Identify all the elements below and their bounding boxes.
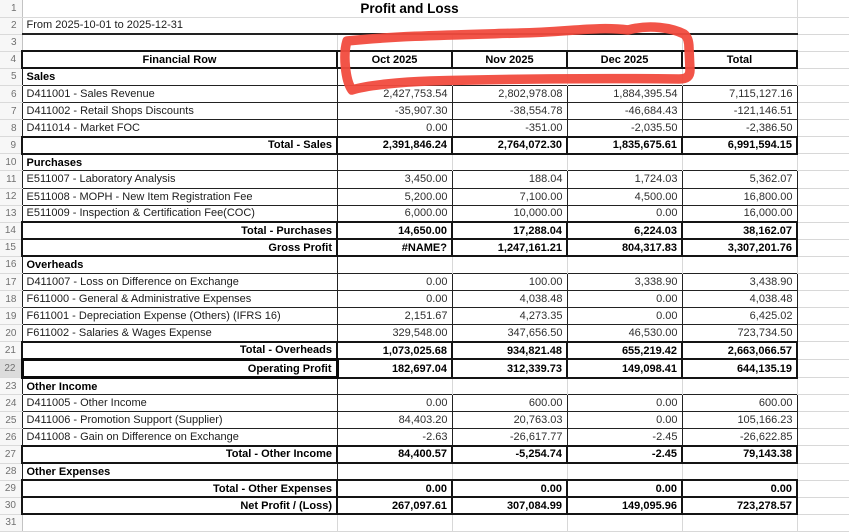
row-header-17[interactable]: 17 <box>0 274 22 291</box>
cell-oct-r17[interactable]: 0.00 <box>337 274 452 291</box>
cell-total-r25[interactable]: 105,166.23 <box>682 412 797 429</box>
cell-label-r21[interactable]: Total - Overheads <box>22 342 337 360</box>
cell-nov-r6[interactable]: 2,802,978.08 <box>452 85 567 102</box>
empty-cell[interactable] <box>682 378 797 395</box>
cell-total-r19[interactable]: 6,425.02 <box>682 308 797 325</box>
empty-cell[interactable] <box>452 256 567 273</box>
cell-oct-r21[interactable]: 1,073,025.68 <box>337 342 452 360</box>
cell-dec-r30[interactable]: 149,095.96 <box>567 497 682 514</box>
cell-nov-r21[interactable]: 934,821.48 <box>452 342 567 360</box>
row-header-20[interactable]: 20 <box>0 325 22 342</box>
cell-dec-r17[interactable]: 3,338.90 <box>567 274 682 291</box>
empty-cell[interactable] <box>797 308 849 325</box>
sheet-row-9 <box>0 137 849 154</box>
cell-dec-r15[interactable]: 804,317.83 <box>567 239 682 256</box>
row-header-29[interactable]: 29 <box>0 480 22 497</box>
row-header-25[interactable]: 25 <box>0 412 22 429</box>
sheet-row-6 <box>0 85 849 102</box>
cell-label-r9[interactable]: Total - Sales <box>22 137 337 154</box>
cell-dec-r12[interactable]: 4,500.00 <box>567 188 682 205</box>
sheet-row-21 <box>0 342 849 360</box>
cell-dec-r6[interactable]: 1,884,395.54 <box>567 85 682 102</box>
sheet-row-29 <box>0 480 849 497</box>
empty-cell[interactable] <box>797 256 849 273</box>
cell-dec-r11[interactable]: 1,724.03 <box>567 171 682 188</box>
cell-nov-r29[interactable]: 0.00 <box>452 480 567 497</box>
empty-cell[interactable] <box>797 68 849 85</box>
empty-cell[interactable] <box>797 137 849 154</box>
cell-nov-r17[interactable]: 100.00 <box>452 274 567 291</box>
sheet-row-28 <box>0 463 849 480</box>
cell-total-r17[interactable]: 3,438.90 <box>682 274 797 291</box>
row-header-16[interactable]: 16 <box>0 256 22 273</box>
sheet-row-17 <box>0 274 849 291</box>
cell-nov-r7[interactable]: -38,554.78 <box>452 103 567 120</box>
empty-cell[interactable] <box>797 17 849 34</box>
empty-cell[interactable] <box>22 514 337 531</box>
cell-nov-r13[interactable]: 10,000.00 <box>452 205 567 222</box>
sheet-row-13 <box>0 205 849 222</box>
row-header-6[interactable]: 6 <box>0 85 22 102</box>
empty-cell[interactable] <box>797 120 849 137</box>
section-label-r23[interactable]: Other Income <box>22 378 337 395</box>
empty-cell[interactable] <box>797 274 849 291</box>
cell-nov-r20[interactable]: 347,656.50 <box>452 325 567 342</box>
sheet-row-22 <box>0 359 849 377</box>
row-header-9[interactable]: 9 <box>0 137 22 154</box>
cell-dec-r19[interactable]: 0.00 <box>567 308 682 325</box>
empty-cell[interactable] <box>22 34 337 51</box>
row-header-30[interactable]: 30 <box>0 497 22 514</box>
sheet-row-3 <box>0 34 849 51</box>
empty-cell[interactable] <box>797 154 849 171</box>
report-period[interactable]: From 2025-10-01 to 2025-12-31 <box>22 17 797 34</box>
empty-cell[interactable] <box>567 463 682 480</box>
empty-cell[interactable] <box>567 34 682 51</box>
cell-dec-r24[interactable]: 0.00 <box>567 395 682 412</box>
sheet-title[interactable]: Profit and Loss <box>22 0 797 17</box>
cell-nov-r15[interactable]: 1,247,161.21 <box>452 239 567 256</box>
sheet-row-19 <box>0 308 849 325</box>
row-header-26[interactable]: 26 <box>0 429 22 446</box>
cell-total-r29[interactable]: 0.00 <box>682 480 797 497</box>
cell-label-r12[interactable]: E511008 - MOPH - New Item Registration Fee <box>22 188 337 205</box>
cell-dec-r21[interactable]: 655,219.42 <box>567 342 682 360</box>
cell-oct-r30[interactable]: 267,097.61 <box>337 497 452 514</box>
column-header-nov-2025[interactable]: Nov 2025 <box>452 51 567 68</box>
cell-oct-r26[interactable]: -2.63 <box>337 429 452 446</box>
empty-cell[interactable] <box>797 34 849 51</box>
cell-total-r9[interactable]: 6,991,594.15 <box>682 137 797 154</box>
row-header-11[interactable]: 11 <box>0 171 22 188</box>
empty-cell[interactable] <box>567 378 682 395</box>
sheet-row-5 <box>0 68 849 85</box>
empty-cell[interactable] <box>337 463 452 480</box>
cell-label-r29[interactable]: Total - Other Expenses <box>22 480 337 497</box>
cell-oct-r9[interactable]: 2,391,846.24 <box>337 137 452 154</box>
cell-total-r6[interactable]: 7,115,127.16 <box>682 85 797 102</box>
row-header-28[interactable]: 28 <box>0 463 22 480</box>
empty-cell[interactable] <box>682 68 797 85</box>
empty-cell[interactable] <box>797 51 849 68</box>
cell-oct-r11[interactable]: 3,450.00 <box>337 171 452 188</box>
cell-oct-r24[interactable]: 0.00 <box>337 395 452 412</box>
row-header-1[interactable]: 1 <box>0 0 22 17</box>
empty-cell[interactable] <box>797 463 849 480</box>
row-header-13[interactable]: 13 <box>0 205 22 222</box>
cell-nov-r26[interactable]: -26,617.77 <box>452 429 567 446</box>
row-header-14[interactable]: 14 <box>0 222 22 239</box>
row-header-19[interactable]: 19 <box>0 308 22 325</box>
cell-oct-r18[interactable]: 0.00 <box>337 291 452 308</box>
empty-cell[interactable] <box>337 34 452 51</box>
cell-label-r26[interactable]: D411008 - Gain on Difference on Exchange <box>22 429 337 446</box>
cell-oct-r22[interactable]: 182,697.04 <box>337 359 452 377</box>
cell-dec-r18[interactable]: 0.00 <box>567 291 682 308</box>
cell-label-r20[interactable]: F611002 - Salaries & Wages Expense <box>22 325 337 342</box>
cell-total-r12[interactable]: 16,800.00 <box>682 188 797 205</box>
empty-cell[interactable] <box>337 154 452 171</box>
row-header-12[interactable]: 12 <box>0 188 22 205</box>
cell-label-r6[interactable]: D411001 - Sales Revenue <box>22 85 337 102</box>
cell-total-r14[interactable]: 38,162.07 <box>682 222 797 239</box>
sheet-row-11 <box>0 171 849 188</box>
empty-cell[interactable] <box>797 222 849 239</box>
cell-label-r8[interactable]: D411014 - Market FOC <box>22 120 337 137</box>
empty-cell[interactable] <box>567 154 682 171</box>
empty-cell[interactable] <box>452 514 567 531</box>
cell-total-r26[interactable]: -26,622.85 <box>682 429 797 446</box>
sheet-row-2 <box>0 17 849 34</box>
cell-total-r24[interactable]: 600.00 <box>682 395 797 412</box>
empty-cell[interactable] <box>452 154 567 171</box>
row-header-4[interactable]: 4 <box>0 51 22 68</box>
row-header-3[interactable]: 3 <box>0 34 22 51</box>
section-label-r16[interactable]: Overheads <box>22 256 337 273</box>
empty-cell[interactable] <box>797 291 849 308</box>
cell-label-r22[interactable]: Operating Profit <box>22 359 337 377</box>
row-header-5[interactable]: 5 <box>0 68 22 85</box>
row-header-22[interactable]: 22 <box>0 359 22 377</box>
cell-label-r15[interactable]: Gross Profit <box>22 239 337 256</box>
empty-cell[interactable] <box>797 325 849 342</box>
empty-cell[interactable] <box>337 256 452 273</box>
empty-cell[interactable] <box>797 171 849 188</box>
cell-label-r30[interactable]: Net Profit / (Loss) <box>22 497 337 514</box>
cell-dec-r14[interactable]: 6,224.03 <box>567 222 682 239</box>
cell-label-r11[interactable]: E511007 - Laboratory Analysis <box>22 171 337 188</box>
section-label-r28[interactable]: Other Expenses <box>22 463 337 480</box>
row-header-27[interactable]: 27 <box>0 446 22 463</box>
section-label-r10[interactable]: Purchases <box>22 154 337 171</box>
cell-nov-r30[interactable]: 307,084.99 <box>452 497 567 514</box>
empty-cell[interactable] <box>797 395 849 412</box>
sheet-row-31 <box>0 514 849 531</box>
sheet-row-18 <box>0 291 849 308</box>
cell-nov-r14[interactable]: 17,288.04 <box>452 222 567 239</box>
empty-cell[interactable] <box>797 0 849 17</box>
cell-nov-r11[interactable]: 188.04 <box>452 171 567 188</box>
cell-total-r11[interactable]: 5,362.07 <box>682 171 797 188</box>
empty-cell[interactable] <box>567 514 682 531</box>
cell-nov-r25[interactable]: 20,763.03 <box>452 412 567 429</box>
cell-total-r22[interactable]: 644,135.19 <box>682 359 797 377</box>
empty-cell[interactable] <box>567 256 682 273</box>
cell-oct-r29[interactable]: 0.00 <box>337 480 452 497</box>
row-header-8[interactable]: 8 <box>0 120 22 137</box>
cell-total-r21[interactable]: 2,663,066.57 <box>682 342 797 360</box>
cell-oct-r19[interactable]: 2,151.67 <box>337 308 452 325</box>
cell-nov-r27[interactable]: -5,254.74 <box>452 446 567 463</box>
cell-dec-r26[interactable]: -2.45 <box>567 429 682 446</box>
empty-cell[interactable] <box>797 342 849 360</box>
cell-oct-r25[interactable]: 84,403.20 <box>337 412 452 429</box>
empty-cell[interactable] <box>797 359 849 377</box>
empty-cell[interactable] <box>452 463 567 480</box>
cell-oct-r6[interactable]: 2,427,753.54 <box>337 85 452 102</box>
empty-cell[interactable] <box>797 412 849 429</box>
column-header-total[interactable]: Total <box>682 51 797 68</box>
cell-total-r18[interactable]: 4,038.48 <box>682 291 797 308</box>
cell-label-r27[interactable]: Total - Other Income <box>22 446 337 463</box>
cell-label-r7[interactable]: D411002 - Retail Shops Discounts <box>22 103 337 120</box>
cell-dec-r8[interactable]: -2,035.50 <box>567 120 682 137</box>
section-label-r5[interactable]: Sales <box>22 68 337 85</box>
sheet-row-4 <box>0 51 849 68</box>
sheet-row-1 <box>0 0 849 17</box>
sheet-row-7 <box>0 103 849 120</box>
cell-label-r14[interactable]: Total - Purchases <box>22 222 337 239</box>
cell-dec-r13[interactable]: 0.00 <box>567 205 682 222</box>
empty-cell[interactable] <box>797 480 849 497</box>
empty-cell[interactable] <box>682 463 797 480</box>
row-header-21[interactable]: 21 <box>0 342 22 360</box>
cell-nov-r9[interactable]: 2,764,072.30 <box>452 137 567 154</box>
empty-cell[interactable] <box>797 497 849 514</box>
sheet-row-26 <box>0 429 849 446</box>
empty-cell[interactable] <box>797 85 849 102</box>
cell-total-r15[interactable]: 3,307,201.76 <box>682 239 797 256</box>
row-header-18[interactable]: 18 <box>0 291 22 308</box>
cell-total-r30[interactable]: 723,278.57 <box>682 497 797 514</box>
empty-cell[interactable] <box>797 378 849 395</box>
empty-cell[interactable] <box>797 188 849 205</box>
sheet-row-8 <box>0 120 849 137</box>
cell-nov-r12[interactable]: 7,100.00 <box>452 188 567 205</box>
row-header-23[interactable]: 23 <box>0 378 22 395</box>
row-header-7[interactable]: 7 <box>0 103 22 120</box>
empty-cell[interactable] <box>682 514 797 531</box>
cell-oct-r7[interactable]: -35,907.30 <box>337 103 452 120</box>
empty-cell[interactable] <box>682 256 797 273</box>
empty-cell[interactable] <box>452 34 567 51</box>
empty-cell[interactable] <box>337 378 452 395</box>
cell-total-r13[interactable]: 16,000.00 <box>682 205 797 222</box>
column-header-oct-2025[interactable]: Oct 2025 <box>337 51 452 68</box>
cell-dec-r20[interactable]: 46,530.00 <box>567 325 682 342</box>
empty-cell[interactable] <box>797 429 849 446</box>
cell-total-r8[interactable]: -2,386.50 <box>682 120 797 137</box>
empty-cell[interactable] <box>452 378 567 395</box>
empty-cell[interactable] <box>797 205 849 222</box>
empty-cell[interactable] <box>452 68 567 85</box>
cell-oct-r12[interactable]: 5,200.00 <box>337 188 452 205</box>
empty-cell[interactable] <box>682 154 797 171</box>
cell-dec-r29[interactable]: 0.00 <box>567 480 682 497</box>
empty-cell[interactable] <box>337 68 452 85</box>
cell-label-r18[interactable]: F611000 - General & Administrative Expenses <box>22 291 337 308</box>
row-header-10[interactable]: 10 <box>0 154 22 171</box>
sheet-row-25 <box>0 412 849 429</box>
cell-nov-r18[interactable]: 4,038.48 <box>452 291 567 308</box>
column-header-dec-2025[interactable]: Dec 2025 <box>567 51 682 68</box>
empty-cell[interactable] <box>337 514 452 531</box>
cell-oct-r13[interactable]: 6,000.00 <box>337 205 452 222</box>
cell-dec-r9[interactable]: 1,835,675.61 <box>567 137 682 154</box>
sheet-row-15 <box>0 239 849 256</box>
empty-cell[interactable] <box>682 34 797 51</box>
cell-dec-r22[interactable]: 149,098.41 <box>567 359 682 377</box>
cell-nov-r8[interactable]: -351.00 <box>452 120 567 137</box>
cell-oct-r8[interactable]: 0.00 <box>337 120 452 137</box>
sheet-row-24 <box>0 395 849 412</box>
cell-total-r20[interactable]: 723,734.50 <box>682 325 797 342</box>
sheet-row-14 <box>0 222 849 239</box>
cell-label-r25[interactable]: D411006 - Promotion Support (Supplier) <box>22 412 337 429</box>
cell-dec-r25[interactable]: 0.00 <box>567 412 682 429</box>
cell-total-r7[interactable]: -121,146.51 <box>682 103 797 120</box>
row-header-15[interactable]: 15 <box>0 239 22 256</box>
cell-oct-r20[interactable]: 329,548.00 <box>337 325 452 342</box>
cell-oct-r27[interactable]: 84,400.57 <box>337 446 452 463</box>
cell-total-r27[interactable]: 79,143.38 <box>682 446 797 463</box>
cell-dec-r7[interactable]: -46,684.43 <box>567 103 682 120</box>
empty-cell[interactable] <box>797 239 849 256</box>
empty-cell[interactable] <box>797 514 849 531</box>
sheet-row-16 <box>0 256 849 273</box>
cell-oct-r15[interactable]: #NAME? <box>337 239 452 256</box>
sheet-row-12 <box>0 188 849 205</box>
empty-cell[interactable] <box>797 103 849 120</box>
sheet-row-27 <box>0 446 849 463</box>
cell-dec-r27[interactable]: -2.45 <box>567 446 682 463</box>
cell-nov-r19[interactable]: 4,273.35 <box>452 308 567 325</box>
cell-oct-r14[interactable]: 14,650.00 <box>337 222 452 239</box>
row-header-31[interactable]: 31 <box>0 514 22 531</box>
cell-label-r19[interactable]: F611001 - Depreciation Expense (Others) (IFRS 16) <box>22 308 337 325</box>
cell-nov-r24[interactable]: 600.00 <box>452 395 567 412</box>
sheet-row-10 <box>0 154 849 171</box>
empty-cell[interactable] <box>797 446 849 463</box>
empty-cell[interactable] <box>567 68 682 85</box>
column-header-financial-row[interactable]: Financial Row <box>22 51 337 68</box>
sheet-row-23 <box>0 378 849 395</box>
cell-nov-r22[interactable]: 312,339.73 <box>452 359 567 377</box>
cell-label-r24[interactable]: D411005 - Other Income <box>22 395 337 412</box>
cell-label-r13[interactable]: E511009 - Inspection & Certification Fee(COC) <box>22 205 337 222</box>
sheet-row-20 <box>0 325 849 342</box>
row-header-2[interactable]: 2 <box>0 17 22 34</box>
cell-label-r17[interactable]: D411007 - Loss on Difference on Exchange <box>22 274 337 291</box>
sheet-row-30 <box>0 497 849 514</box>
row-header-24[interactable]: 24 <box>0 395 22 412</box>
